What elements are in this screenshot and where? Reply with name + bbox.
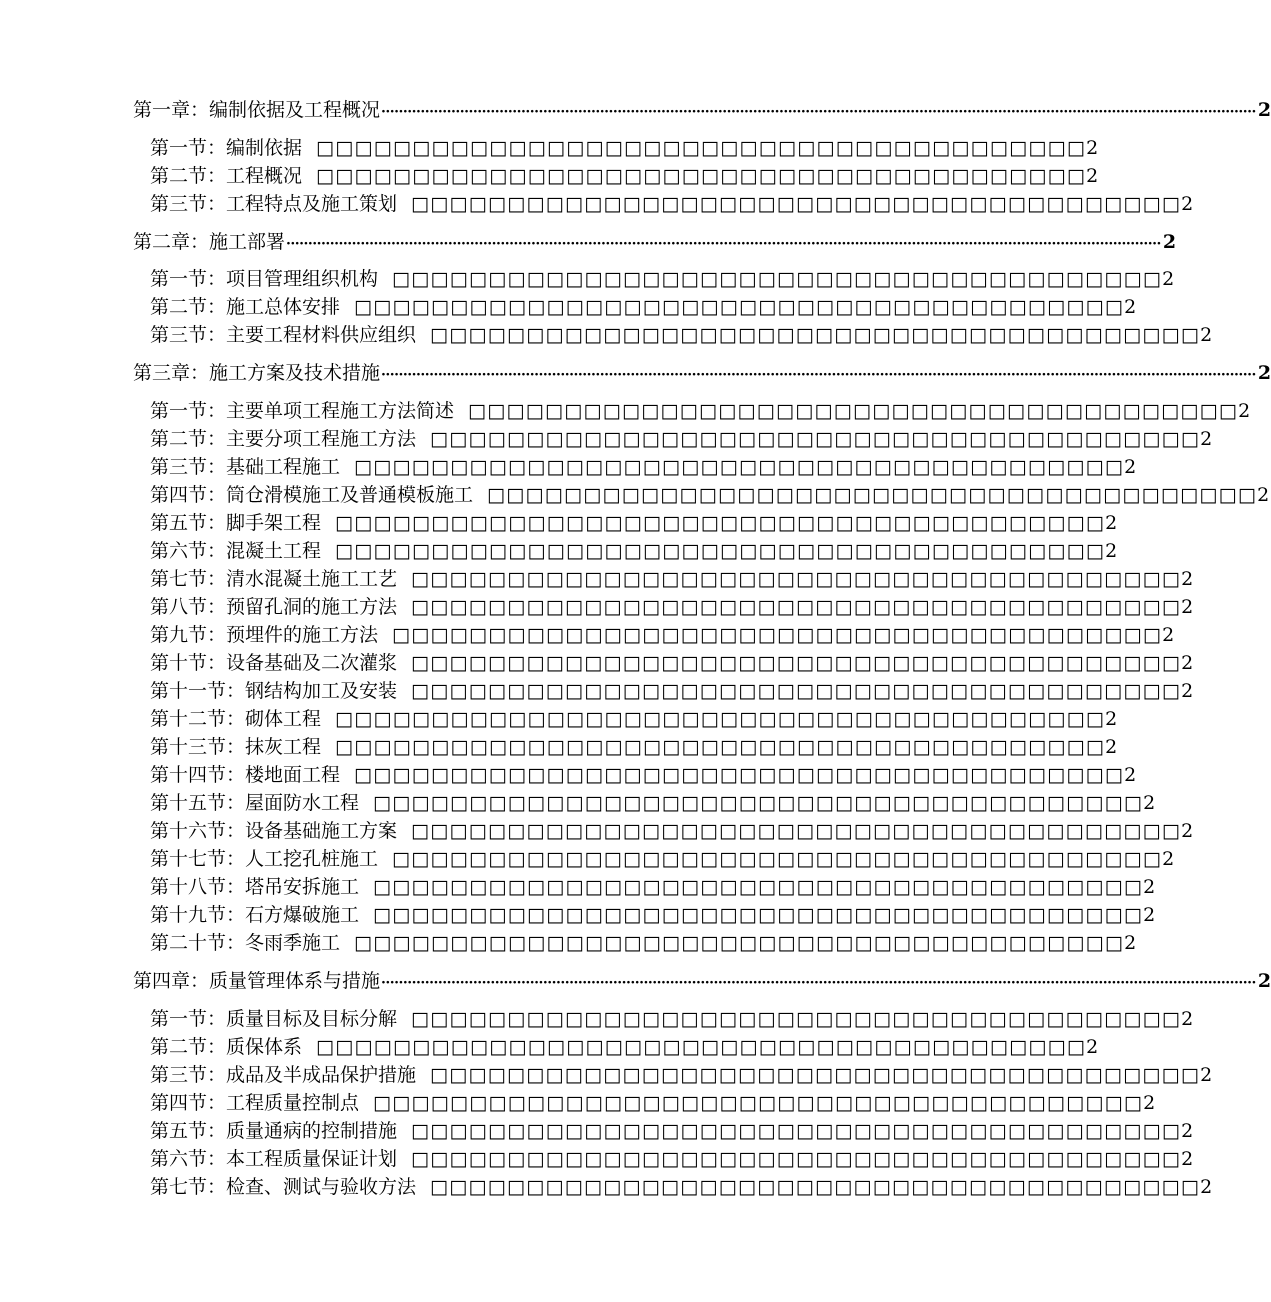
toc-page-number: 2 bbox=[1200, 324, 1213, 346]
toc-entry-title: 第八节：预留孔洞的施工方法 bbox=[150, 596, 398, 618]
dot-leader: ········································································································································································································ bbox=[381, 367, 1256, 383]
toc-page-number: 2 bbox=[1181, 680, 1194, 702]
box-leader: □□□□□□□□□□□□□□□□□□□□□□□□□□□□□□□□□□□□□□□□ bbox=[354, 456, 1125, 478]
toc-chapter-entry[interactable] bbox=[133, 360, 1271, 386]
toc-section-entry[interactable] bbox=[150, 762, 1137, 788]
toc-page-number: 2 bbox=[1105, 736, 1118, 758]
toc-chapter-entry[interactable] bbox=[133, 97, 1271, 123]
box-leader: □□□□□□□□□□□□□□□□□□□□□□□□□□□□□□□□□□□□□□□□ bbox=[468, 400, 1239, 422]
toc-section-entry[interactable] bbox=[150, 790, 1156, 816]
toc-entry-title: 第四节：工程质量控制点 bbox=[150, 1092, 360, 1114]
box-leader: □□□□□□□□□□□□□□□□□□□□□□□□□□□□□□□□□□□□□□□□ bbox=[392, 624, 1163, 646]
toc-page-number: 2 bbox=[1162, 848, 1175, 870]
toc-page-number: 2 bbox=[1124, 764, 1137, 786]
toc-entry-title: 第十一节：钢结构加工及安装 bbox=[150, 680, 398, 702]
box-leader: □□□□□□□□□□□□□□□□□□□□□□□□□□□□□□□□□□□□□□□□ bbox=[411, 193, 1182, 215]
box-leader: □□□□□□□□□□□□□□□□□□□□□□□□□□□□□□□□□□□□□□□□ bbox=[354, 932, 1125, 954]
box-leader: □□□□□□□□□□□□□□□□□□□□□□□□□□□□□□□□□□□□□□□□ bbox=[411, 596, 1182, 618]
toc-entry-title: 第三章：施工方案及技术措施 bbox=[133, 362, 381, 384]
toc-section-entry[interactable] bbox=[150, 135, 1099, 161]
toc-page-number: 2 bbox=[1124, 296, 1137, 318]
box-leader: □□□□□□□□□□□□□□□□□□□□□□□□□□□□□□□□□□□□□□□□ bbox=[335, 736, 1106, 758]
toc-section-entry[interactable] bbox=[150, 482, 1270, 508]
box-leader: □□□□□□□□□□□□□□□□□□□□□□□□□□□□□□□□□□□□□□□□ bbox=[354, 296, 1125, 318]
box-leader: □□□□□□□□□□□□□□□□□□□□□□□□□□□□□□□□□□□□□□□□ bbox=[335, 540, 1106, 562]
toc-section-entry[interactable] bbox=[150, 622, 1175, 648]
toc-section-entry[interactable] bbox=[150, 594, 1194, 620]
toc-section-entry[interactable] bbox=[150, 706, 1118, 732]
toc-entry-title: 第一节：编制依据 bbox=[150, 137, 303, 159]
toc-page-number: 2 bbox=[1143, 792, 1156, 814]
toc-section-entry[interactable] bbox=[150, 398, 1251, 424]
toc-entry-title: 第一节：项目管理组织机构 bbox=[150, 268, 379, 290]
box-leader: □□□□□□□□□□□□□□□□□□□□□□□□□□□□□□□□□□□□□□□□ bbox=[354, 764, 1125, 786]
toc-section-entry[interactable] bbox=[150, 1062, 1213, 1088]
toc-page-number: 2 bbox=[1086, 1036, 1099, 1058]
toc-section-entry[interactable] bbox=[150, 734, 1118, 760]
toc-entry-title: 第十八节：塔吊安拆施工 bbox=[150, 876, 360, 898]
dot-leader: ········································································································································································································ bbox=[381, 975, 1256, 991]
toc-section-entry[interactable] bbox=[150, 426, 1213, 452]
box-leader: □□□□□□□□□□□□□□□□□□□□□□□□□□□□□□□□□□□□□□□□ bbox=[335, 512, 1106, 534]
box-leader: □□□□□□□□□□□□□□□□□□□□□□□□□□□□□□□□□□□□□□□□ bbox=[392, 848, 1163, 870]
dot-leader: ········································································································································································································ bbox=[286, 236, 1161, 252]
toc-section-entry[interactable] bbox=[150, 163, 1099, 189]
toc-entry-title: 第二节：主要分项工程施工方法 bbox=[150, 428, 417, 450]
toc-page-number: 2 bbox=[1181, 1120, 1194, 1142]
box-leader: □□□□□□□□□□□□□□□□□□□□□□□□□□□□□□□□□□□□□□□□ bbox=[411, 568, 1182, 590]
toc-page-number: 2 bbox=[1124, 456, 1137, 478]
toc-entry-title: 第十四节：楼地面工程 bbox=[150, 764, 341, 786]
box-leader: □□□□□□□□□□□□□□□□□□□□□□□□□□□□□□□□□□□□□□□□ bbox=[373, 792, 1144, 814]
toc-page-number: 2 bbox=[1257, 362, 1271, 384]
box-leader: □□□□□□□□□□□□□□□□□□□□□□□□□□□□□□□□□□□□□□□□ bbox=[392, 268, 1163, 290]
toc-entry-title: 第一节：质量目标及目标分解 bbox=[150, 1008, 398, 1030]
toc-chapter-entry[interactable] bbox=[133, 968, 1271, 994]
toc-entry-title: 第三节：工程特点及施工策划 bbox=[150, 193, 398, 215]
toc-page-number: 2 bbox=[1200, 428, 1213, 450]
toc-entry-title: 第三节：基础工程施工 bbox=[150, 456, 341, 478]
toc-chapter-entry[interactable] bbox=[133, 229, 1177, 255]
toc-entry-title: 第十七节：人工挖孔桩施工 bbox=[150, 848, 379, 870]
toc-entry-title: 第十节：设备基础及二次灌浆 bbox=[150, 652, 398, 674]
toc-section-entry[interactable] bbox=[150, 1090, 1156, 1116]
toc-entry-title: 第六节：本工程质量保证计划 bbox=[150, 1148, 398, 1170]
toc-entry-title: 第十九节：石方爆破施工 bbox=[150, 904, 360, 926]
toc-page-number: 2 bbox=[1105, 540, 1118, 562]
toc-section-entry[interactable] bbox=[150, 1006, 1194, 1032]
toc-entry-title: 第十二节：砌体工程 bbox=[150, 708, 322, 730]
box-leader: □□□□□□□□□□□□□□□□□□□□□□□□□□□□□□□□□□□□□□□□ bbox=[411, 1120, 1182, 1142]
toc-page-number: 2 bbox=[1257, 970, 1271, 992]
toc-section-entry[interactable] bbox=[150, 294, 1137, 320]
toc-section-entry[interactable] bbox=[150, 1118, 1194, 1144]
box-leader: □□□□□□□□□□□□□□□□□□□□□□□□□□□□□□□□□□□□□□□□ bbox=[335, 708, 1106, 730]
toc-page-number: 2 bbox=[1257, 99, 1271, 121]
toc-page-number: 2 bbox=[1181, 1008, 1194, 1030]
box-leader: □□□□□□□□□□□□□□□□□□□□□□□□□□□□□□□□□□□□□□□□ bbox=[430, 324, 1201, 346]
toc-page-number: 2 bbox=[1162, 231, 1177, 253]
toc-section-entry[interactable] bbox=[150, 510, 1118, 536]
toc-entry-title: 第二十节：冬雨季施工 bbox=[150, 932, 341, 954]
toc-page-number: 2 bbox=[1181, 596, 1194, 618]
toc-section-entry[interactable] bbox=[150, 454, 1137, 480]
toc-entry-title: 第五节：质量通病的控制措施 bbox=[150, 1120, 398, 1142]
box-leader: □□□□□□□□□□□□□□□□□□□□□□□□□□□□□□□□□□□□□□□□ bbox=[430, 428, 1201, 450]
toc-page-number: 2 bbox=[1181, 1148, 1194, 1170]
toc-page-number: 2 bbox=[1257, 484, 1270, 506]
toc-section-entry[interactable] bbox=[150, 1174, 1213, 1200]
toc-entry-title: 第二节：工程概况 bbox=[150, 165, 303, 187]
box-leader: □□□□□□□□□□□□□□□□□□□□□□□□□□□□□□□□□□□□□□□□ bbox=[373, 904, 1144, 926]
toc-page-number: 2 bbox=[1200, 1064, 1213, 1086]
toc-page-number: 2 bbox=[1181, 193, 1194, 215]
toc-page-number: 2 bbox=[1143, 904, 1156, 926]
dot-leader: ········································································································································································································ bbox=[381, 104, 1256, 120]
toc-page-number: 2 bbox=[1124, 932, 1137, 954]
toc-section-entry[interactable] bbox=[150, 930, 1137, 956]
toc-section-entry[interactable] bbox=[150, 1146, 1194, 1172]
toc-entry-title: 第十三节：抹灰工程 bbox=[150, 736, 322, 758]
toc-entry-title: 第七节：检查、测试与验收方法 bbox=[150, 1176, 417, 1198]
toc-page-number: 2 bbox=[1143, 876, 1156, 898]
box-leader: □□□□□□□□□□□□□□□□□□□□□□□□□□□□□□□□□□□□□□□□ bbox=[373, 876, 1144, 898]
toc-section-entry[interactable] bbox=[150, 1034, 1099, 1060]
toc-page-number: 2 bbox=[1181, 820, 1194, 842]
box-leader: □□□□□□□□□□□□□□□□□□□□□□□□□□□□□□□□□□□□□□□□ bbox=[411, 820, 1182, 842]
box-leader: □□□□□□□□□□□□□□□□□□□□□□□□□□□□□□□□□□□□□□□□ bbox=[316, 1036, 1087, 1058]
box-leader: □□□□□□□□□□□□□□□□□□□□□□□□□□□□□□□□□□□□□□□□ bbox=[411, 1148, 1182, 1170]
toc-page-number: 2 bbox=[1143, 1092, 1156, 1114]
toc-page-number: 2 bbox=[1162, 268, 1175, 290]
box-leader: □□□□□□□□□□□□□□□□□□□□□□□□□□□□□□□□□□□□□□□□ bbox=[373, 1092, 1144, 1114]
toc-section-entry[interactable] bbox=[150, 538, 1118, 564]
toc-entry-title: 第四章：质量管理体系与措施 bbox=[133, 970, 381, 992]
toc-page-number: 2 bbox=[1181, 652, 1194, 674]
toc-page-number: 2 bbox=[1086, 137, 1099, 159]
box-leader: □□□□□□□□□□□□□□□□□□□□□□□□□□□□□□□□□□□□□□□□ bbox=[430, 1064, 1201, 1086]
toc-page-number: 2 bbox=[1105, 708, 1118, 730]
toc-entry-title: 第七节：清水混凝土施工工艺 bbox=[150, 568, 398, 590]
toc-entry-title: 第二节：质保体系 bbox=[150, 1036, 303, 1058]
toc-entry-title: 第十六节：设备基础施工方案 bbox=[150, 820, 398, 842]
toc-section-entry[interactable] bbox=[150, 902, 1156, 928]
toc-page-number: 2 bbox=[1086, 165, 1099, 187]
toc-page-number: 2 bbox=[1238, 400, 1251, 422]
toc-section-entry[interactable] bbox=[150, 846, 1175, 872]
box-leader: □□□□□□□□□□□□□□□□□□□□□□□□□□□□□□□□□□□□□□□□ bbox=[487, 484, 1258, 506]
toc-entry-title: 第九节：预埋件的施工方法 bbox=[150, 624, 379, 646]
toc-section-entry[interactable] bbox=[150, 322, 1213, 348]
toc-entry-title: 第四节：筒仓滑模施工及普通模板施工 bbox=[150, 484, 474, 506]
toc-entry-title: 第一节：主要单项工程施工方法简述 bbox=[150, 400, 455, 422]
toc-entry-title: 第六节：混凝土工程 bbox=[150, 540, 322, 562]
toc-section-entry[interactable] bbox=[150, 650, 1194, 676]
box-leader: □□□□□□□□□□□□□□□□□□□□□□□□□□□□□□□□□□□□□□□□ bbox=[430, 1176, 1201, 1198]
toc-section-entry[interactable] bbox=[150, 678, 1194, 704]
toc-section-entry[interactable] bbox=[150, 818, 1194, 844]
toc-entry-title: 第三节：成品及半成品保护措施 bbox=[150, 1064, 417, 1086]
toc-entry-title: 第五节：脚手架工程 bbox=[150, 512, 322, 534]
toc-entry-title: 第二章：施工部署 bbox=[133, 231, 286, 253]
toc-page-number: 2 bbox=[1200, 1176, 1213, 1198]
toc-entry-title: 第三节：主要工程材料供应组织 bbox=[150, 324, 417, 346]
toc-page-number: 2 bbox=[1181, 568, 1194, 590]
toc-page-number: 2 bbox=[1105, 512, 1118, 534]
toc-entry-title: 第一章：编制依据及工程概况 bbox=[133, 99, 381, 121]
toc-section-entry[interactable] bbox=[150, 874, 1156, 900]
box-leader: □□□□□□□□□□□□□□□□□□□□□□□□□□□□□□□□□□□□□□□□ bbox=[316, 165, 1087, 187]
toc-entry-title: 第二节：施工总体安排 bbox=[150, 296, 341, 318]
box-leader: □□□□□□□□□□□□□□□□□□□□□□□□□□□□□□□□□□□□□□□□ bbox=[411, 652, 1182, 674]
box-leader: □□□□□□□□□□□□□□□□□□□□□□□□□□□□□□□□□□□□□□□□ bbox=[316, 137, 1087, 159]
toc-entry-title: 第十五节：屋面防水工程 bbox=[150, 792, 360, 814]
toc-page-number: 2 bbox=[1162, 624, 1175, 646]
toc-section-entry[interactable] bbox=[150, 191, 1194, 217]
toc-section-entry[interactable] bbox=[150, 266, 1175, 292]
box-leader: □□□□□□□□□□□□□□□□□□□□□□□□□□□□□□□□□□□□□□□□ bbox=[411, 1008, 1182, 1030]
toc-section-entry[interactable] bbox=[150, 566, 1194, 592]
box-leader: □□□□□□□□□□□□□□□□□□□□□□□□□□□□□□□□□□□□□□□□ bbox=[411, 680, 1182, 702]
